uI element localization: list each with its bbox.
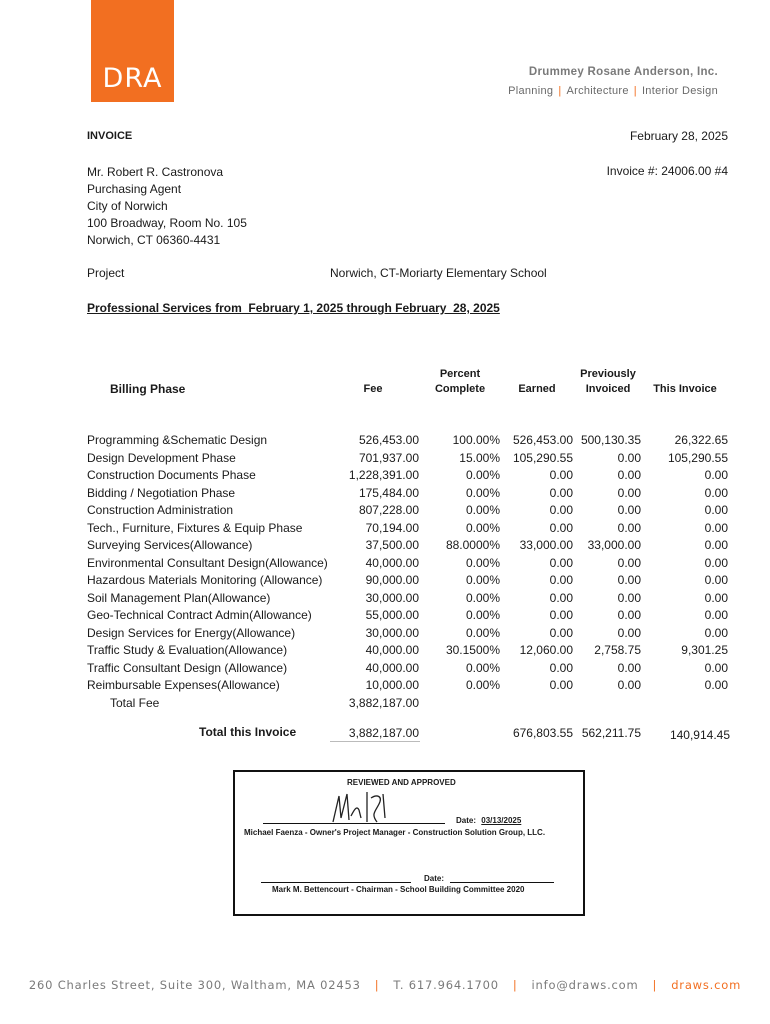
invoice-date: February 28, 2025 — [629, 129, 728, 143]
row-earned: 0.00 — [549, 608, 573, 622]
services-heading: Professional Services from February 1, 2025 through February 28, 2025 — [87, 301, 500, 315]
row-previous: 0.00 — [617, 450, 641, 465]
row-fee: 40,000.00 — [365, 555, 419, 570]
row-earned: 0.00 — [549, 573, 573, 587]
total-earned: 676,803.55 — [512, 726, 573, 740]
row-fee: 10,000.00 — [365, 678, 419, 692]
row-phase: Soil Management Plan(Allowance) — [87, 590, 271, 605]
approval-signer1: Michael Faenza - Owner's Project Manager - Construction Solution Group, LLC. — [244, 828, 546, 837]
approval-title: REVIEWED AND APPROVED — [347, 778, 456, 787]
row-earned: 0.00 — [549, 485, 573, 500]
row-previous: 0.00 — [617, 608, 641, 622]
approval-stamp — [233, 770, 585, 916]
row-percent: 0.00% — [465, 608, 500, 622]
approval-signer2: Mark M. Bettencourt - Chairman - School Building Committee 2020 — [272, 885, 525, 894]
row-this-invoice: 0.00 — [704, 503, 728, 517]
footer-phone: T. 617.964.1700 — [393, 978, 499, 992]
row-previous: 500,130.35 — [580, 433, 641, 447]
row-this-invoice: 0.00 — [704, 468, 728, 482]
table-row — [0, 591, 770, 608]
row-phase: Tech., Furniture, Fixtures & Equip Phase — [87, 520, 303, 535]
row-this-invoice: 0.00 — [704, 538, 728, 552]
row-phase: Construction Documents Phase — [87, 468, 256, 482]
row-earned: 0.00 — [549, 520, 573, 535]
total-invoice-label: Total this Invoice — [199, 725, 297, 739]
row-phase: Design Development Phase — [87, 450, 236, 465]
row-percent: 15.00% — [459, 450, 500, 465]
row-phase: Programming &Schematic Design — [87, 433, 268, 447]
recipient-org: City of Norwich — [87, 199, 168, 213]
row-fee: 40,000.00 — [365, 660, 419, 675]
table-row — [0, 503, 770, 520]
row-previous: 0.00 — [617, 468, 641, 482]
footer-address: 260 Charles Street, Suite 300, Waltham, MA 02453 — [28, 978, 361, 992]
logo-text: DRA — [102, 63, 163, 94]
header-fee: Fee — [363, 383, 383, 395]
footer-email[interactable]: info@draws.com — [531, 978, 639, 992]
approval-date1-value: 03/13/2025 — [481, 816, 522, 825]
row-fee: 90,000.00 — [365, 573, 419, 587]
row-percent: 0.00% — [465, 520, 500, 535]
row-previous: 33,000.00 — [587, 538, 641, 552]
row-earned: 33,000.00 — [519, 538, 573, 552]
row-phase: Environmental Consultant Design(Allowance) — [87, 555, 328, 570]
header-percent-line1: Percent — [439, 368, 481, 380]
row-this-invoice: 105,290.55 — [667, 450, 728, 465]
signature-line-2 — [261, 882, 411, 883]
project-name: Norwich, CT-Moriarty Elementary School — [330, 266, 547, 280]
total-this-invoice: 140,914.45 — [669, 728, 730, 742]
row-phase: Traffic Study & Evaluation(Allowance) — [87, 643, 288, 657]
row-fee: 807,228.00 — [358, 503, 419, 517]
row-previous: 0.00 — [617, 555, 641, 570]
table-row — [0, 451, 770, 468]
recipient-title: Purchasing Agent — [87, 182, 182, 196]
row-fee: 30,000.00 — [365, 625, 419, 640]
recipient-name: Mr. Robert R. Castronova — [87, 165, 224, 179]
footer-website[interactable]: draws.com — [671, 978, 742, 992]
row-earned: 0.00 — [549, 555, 573, 570]
row-percent: 0.00% — [465, 573, 500, 587]
project-label: Project — [87, 266, 125, 280]
header-earned: Earned — [518, 383, 556, 395]
recipient-address1: 100 Broadway, Room No. 105 — [87, 216, 247, 230]
row-phase: Surveying Services(Allowance) — [87, 538, 253, 552]
row-phase: Construction Administration — [87, 503, 234, 517]
header-previously-invoiced — [572, 367, 644, 397]
approval-date2-label: Date: — [424, 874, 445, 883]
approval-date1 — [456, 816, 521, 825]
row-previous: 0.00 — [617, 503, 641, 517]
row-previous: 0.00 — [617, 625, 641, 640]
row-percent: 0.00% — [465, 590, 500, 605]
row-this-invoice: 0.00 — [704, 485, 728, 500]
signature-line-1 — [263, 823, 445, 824]
row-fee: 175,484.00 — [358, 485, 419, 500]
row-percent: 0.00% — [465, 660, 500, 675]
row-fee: 526,453.00 — [358, 433, 419, 447]
tagline-planning: Planning — [508, 85, 554, 97]
row-phase: Bidding / Negotiation Phase — [87, 485, 236, 500]
row-this-invoice: 0.00 — [704, 573, 728, 587]
row-percent: 0.00% — [465, 555, 500, 570]
company-logo — [91, 0, 174, 102]
row-previous: 0.00 — [617, 573, 641, 587]
row-phase: Geo-Technical Contract Admin(Allowance) — [87, 608, 312, 622]
row-earned: 0.00 — [549, 468, 573, 482]
header-percent-complete — [425, 367, 495, 397]
row-phase: Design Services for Energy(Allowance) — [87, 625, 296, 640]
row-earned: 0.00 — [549, 660, 573, 675]
row-phase: Reimbursable Expenses(Allowance) — [87, 678, 280, 692]
table-row — [0, 573, 770, 590]
row-this-invoice: 0.00 — [704, 520, 728, 535]
header-percent-line2: Complete — [434, 383, 486, 395]
row-phase: Traffic Consultant Design (Allowance) — [87, 660, 288, 675]
table-row — [0, 556, 770, 573]
table-row — [0, 608, 770, 625]
date-line-2 — [450, 882, 554, 883]
row-percent: 30.1500% — [445, 643, 500, 657]
header-prev-line2: Invoiced — [585, 383, 631, 395]
header-this-invoice: This Invoice — [653, 383, 717, 395]
row-percent: 0.00% — [465, 678, 500, 692]
table-row — [0, 521, 770, 538]
row-previous: 0.00 — [617, 520, 641, 535]
row-this-invoice: 26,322.65 — [674, 433, 728, 447]
firm-tagline: Planning | Architecture | Interior Design — [508, 85, 718, 97]
invoice-label: INVOICE — [87, 130, 133, 142]
row-earned: 12,060.00 — [519, 643, 573, 657]
row-percent: 0.00% — [465, 503, 500, 517]
row-earned: 0.00 — [549, 678, 573, 692]
row-this-invoice: 0.00 — [704, 625, 728, 640]
row-this-invoice: 0.00 — [704, 678, 728, 692]
table-row — [0, 538, 770, 555]
row-percent: 0.00% — [465, 468, 500, 482]
table-row — [0, 661, 770, 678]
header-prev-line1: Previously — [580, 368, 636, 380]
row-fee: 55,000.00 — [365, 608, 419, 622]
approval-date1-label: Date: — [456, 816, 477, 825]
row-phase: Hazardous Materials Monitoring (Allowance) — [87, 573, 323, 587]
recipient-address — [87, 164, 247, 249]
table-row — [0, 433, 770, 450]
row-fee: 30,000.00 — [365, 590, 419, 605]
total-fee-row — [0, 696, 770, 713]
row-previous: 0.00 — [617, 660, 641, 675]
row-this-invoice: 0.00 — [704, 660, 728, 675]
total-previously-invoiced: 562,211.75 — [581, 726, 641, 740]
row-this-invoice: 9,301.25 — [681, 643, 728, 657]
table-row — [0, 468, 770, 485]
table-row — [0, 626, 770, 643]
row-previous: 0.00 — [617, 678, 641, 692]
table-row — [0, 486, 770, 503]
page-footer: 260 Charles Street, Suite 300, Waltham, MA 02453 | T. 617.964.1700 | info@draws.com | draws.com — [28, 978, 742, 992]
row-fee: 37,500.00 — [365, 538, 419, 552]
invoice-number: Invoice #: 24006.00 #4 — [606, 164, 728, 178]
row-this-invoice: 0.00 — [704, 555, 728, 570]
tagline-interior: Interior Design — [641, 85, 718, 97]
row-percent: 0.00% — [465, 485, 500, 500]
total-invoice-fee: 3,882,187.00 — [348, 726, 419, 740]
table-row — [0, 643, 770, 660]
row-percent: 0.00% — [465, 625, 500, 640]
row-fee: 40,000.00 — [365, 643, 419, 657]
header-billing-phase: Billing Phase — [110, 382, 186, 396]
row-previous: 0.00 — [617, 590, 641, 605]
recipient-address2: Norwich, CT 06360-4431 — [87, 233, 221, 247]
row-fee: 701,937.00 — [358, 450, 419, 465]
row-percent: 100.00% — [452, 433, 500, 447]
total-fee-value: 3,882,187.00 — [348, 695, 419, 710]
row-earned: 105,290.55 — [512, 450, 573, 465]
row-earned: 0.00 — [549, 590, 573, 605]
row-earned: 0.00 — [549, 625, 573, 640]
row-fee: 1,228,391.00 — [348, 468, 419, 482]
tagline-architecture: Architecture — [566, 85, 629, 97]
signature-mark — [327, 788, 397, 828]
row-fee: 70,194.00 — [365, 520, 419, 535]
row-this-invoice: 0.00 — [704, 590, 728, 605]
total-fee-label: Total Fee — [110, 695, 160, 710]
row-previous: 0.00 — [617, 485, 641, 500]
row-this-invoice: 0.00 — [704, 608, 728, 622]
row-previous: 2,758.75 — [594, 643, 641, 657]
table-row — [0, 678, 770, 695]
row-percent: 88.0000% — [445, 538, 500, 552]
row-earned: 526,453.00 — [512, 433, 573, 447]
firm-name: Drummey Rosane Anderson, Inc. — [528, 66, 718, 78]
row-earned: 0.00 — [549, 503, 573, 517]
